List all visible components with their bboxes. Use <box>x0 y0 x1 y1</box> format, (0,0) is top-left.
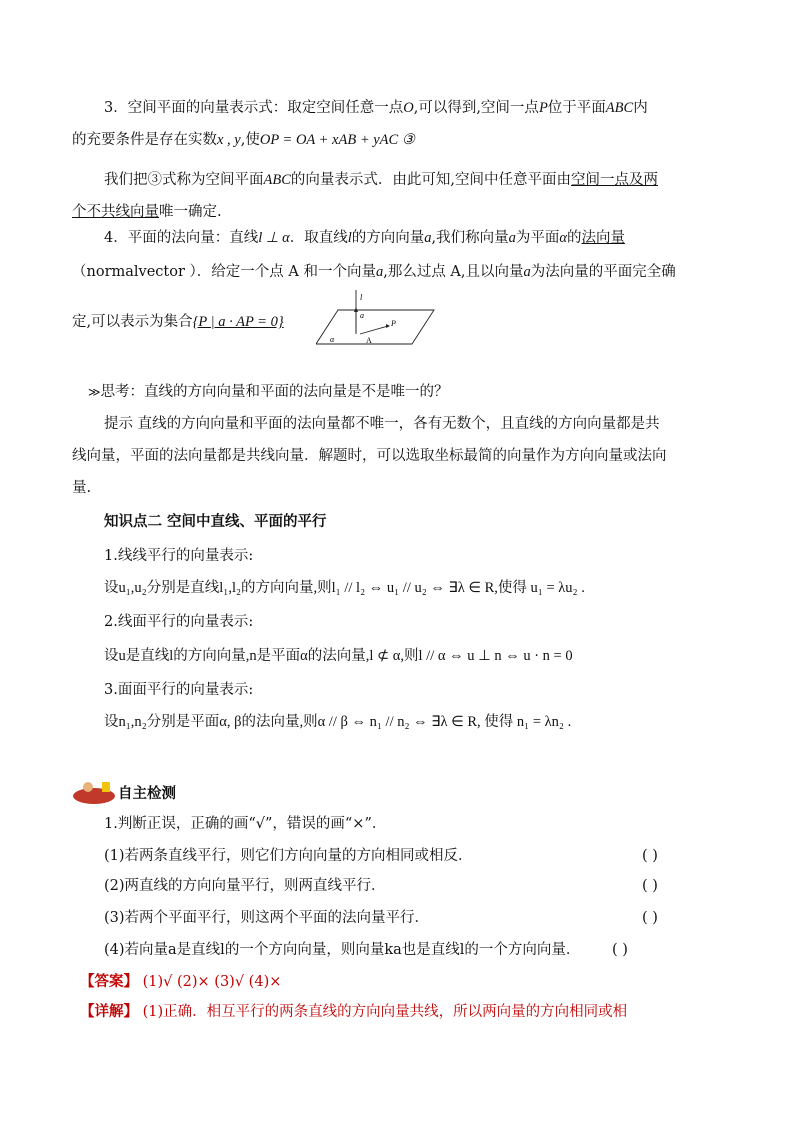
check-item-2: (2)两直线的方向向量平行，则两直线平行． <box>104 878 386 894</box>
kp2-f3: 设n₁,n₂分别是平面α, β的法向量,则α // β ⇔ n₁ // n₂ ⇔ ∃λ ∈ R, 使得 n₁ = λn₂ . <box>104 714 572 730</box>
detail-text: (1)正确．相互平行的两条直线的方向向量共线，所以两向量的方向相同或相 <box>142 1004 628 1020</box>
math-ABC: ABC <box>263 172 291 188</box>
check-intro: 1.判断正误，正确的画“√”，错误的画“×”． <box>104 816 387 832</box>
kp2-f2: 设u是直线l的方向向量,n是平面α的法向量,l ⊄ α,则l // α ⇔ u ⊥ n ⇔ u · n = 0 <box>104 648 573 664</box>
s3-para2-line2 <box>72 202 222 222</box>
think-question <box>88 382 449 402</box>
math-set: {P | a · AP = 0} <box>192 314 284 330</box>
answer-values: (1)√ (2)× (3)√ (4)× <box>142 974 282 990</box>
kp2-t3: 3.面面平行的向量表示: <box>104 682 254 698</box>
text: 的 <box>567 230 582 246</box>
text: ,可以得到,空间一点 <box>413 100 539 116</box>
s4-line3 <box>72 312 284 332</box>
answer-label: 【答案】 <box>80 973 138 990</box>
detail-label: 【详解】 <box>80 1003 138 1020</box>
text: 的向量表示式．由此可知,空间中任意平面由 <box>290 172 571 188</box>
math-O: O <box>403 100 414 116</box>
text: 为平面 <box>515 230 560 246</box>
text: 的充要条件是存在实数 <box>72 132 217 148</box>
detail-line <box>80 1002 627 1022</box>
text: ,我们称向量 <box>431 230 509 246</box>
text: 4．平面的法向量：直线 <box>104 230 259 246</box>
label-a: a <box>360 311 364 320</box>
text: ,那么过点 A,且以向量 <box>383 264 524 280</box>
self-check-title: 自主检测 <box>118 785 176 802</box>
text: 的方向向量 <box>351 230 425 246</box>
think-hint-2: 线向量，平面的法向量都是共线向量．解题时，可以选取坐标最简的向量作为方向向量或法向 <box>72 448 667 464</box>
plane-normal-figure <box>316 290 446 348</box>
text: ,使 <box>240 132 260 148</box>
math-a: a <box>508 230 516 246</box>
kp2-t1: 1.线线平行的向量表示: <box>104 548 254 564</box>
s3-line2 <box>72 130 415 150</box>
text: ．取直线 <box>289 230 348 246</box>
math-ABC: ABC <box>605 100 634 116</box>
answer-paren-3[interactable]: ( ) <box>642 910 658 926</box>
vector-AP <box>360 326 388 334</box>
kp2-f1: 设u₁,u₂分别是直线l₁,l₂的方向向量,则l₁ // l₂ ⇔ u₁ // u₂ ⇔ ∃λ ∈ R,使得 u₁ = λu₂ . <box>104 580 585 596</box>
answer-paren-2[interactable]: ( ) <box>642 878 658 894</box>
underlined-text: 法向量 <box>581 230 626 246</box>
vector-AP-head <box>386 324 390 328</box>
text: 定,可以表示为集合 <box>72 314 193 330</box>
s3-line1 <box>104 98 648 118</box>
text: 唯一确定. <box>159 204 222 220</box>
math-l: l <box>347 230 352 246</box>
text: 位于平面 <box>547 100 606 116</box>
math-a: a <box>424 230 432 246</box>
text: 思考：直线的方向向量和平面的法向量是不是唯一的？ <box>100 384 449 400</box>
check-item-3: (3)若两个平面平行，则这两个平面的法向量平行． <box>104 910 430 926</box>
math-a: a <box>523 264 531 280</box>
answer-line <box>80 972 281 992</box>
check-item-1: (1)若两条直线平行，则它们方向向量的方向相同或相反． <box>104 848 473 864</box>
label-l: l <box>360 293 363 302</box>
check-item-4: (4)若向量a是直线l的一个方向向量，则向量ka也是直线l的一个方向向量． <box>104 942 581 958</box>
answer-paren-1[interactable]: ( ) <box>642 848 658 864</box>
text: 3．空间平面的向量表示式：取定空间任意一点 <box>104 100 404 116</box>
text: 内 <box>633 100 648 116</box>
underlined-text: 空间一点及两 <box>571 172 658 188</box>
s3-para2-line1 <box>104 170 658 190</box>
s4-line1 <box>104 228 625 248</box>
label-P: P <box>391 319 396 328</box>
math-xy: x , y <box>217 132 241 148</box>
kp2-title: 知识点二 空间中直线、平面的平行 <box>104 513 327 530</box>
formula-OP: OP = OA + xAB + yAC ③ <box>259 132 415 148</box>
label-alpha: α <box>330 335 335 344</box>
think-hint-1: 提示 直线的方向向量和平面的法向量都不唯一，各有无数个，且直线的方向向量都是共 <box>104 416 660 432</box>
text: 我们把③式称为空间平面 <box>104 172 264 188</box>
think-hint-3: 量. <box>72 480 92 496</box>
math-perp: l ⊥ α <box>258 230 290 246</box>
label-A: A <box>366 336 372 345</box>
math-a: a <box>375 264 384 280</box>
math-alpha: α <box>559 230 568 246</box>
answer-paren-4[interactable]: ( ) <box>612 942 628 958</box>
text: 为法向量的平面完全确 <box>530 264 676 280</box>
underlined-text: 个不共线向量 <box>72 204 159 220</box>
text: （normalvector ）．给定一个点 A 和一个向量 <box>72 264 376 280</box>
s4-line2 <box>72 262 676 282</box>
kp2-t2: 2.线面平行的向量表示: <box>104 614 254 630</box>
double-chevron-icon: ≫ <box>88 385 101 399</box>
self-check-logo-icon <box>72 780 116 806</box>
math-P: P <box>538 100 548 116</box>
vector-a-head <box>354 307 358 312</box>
